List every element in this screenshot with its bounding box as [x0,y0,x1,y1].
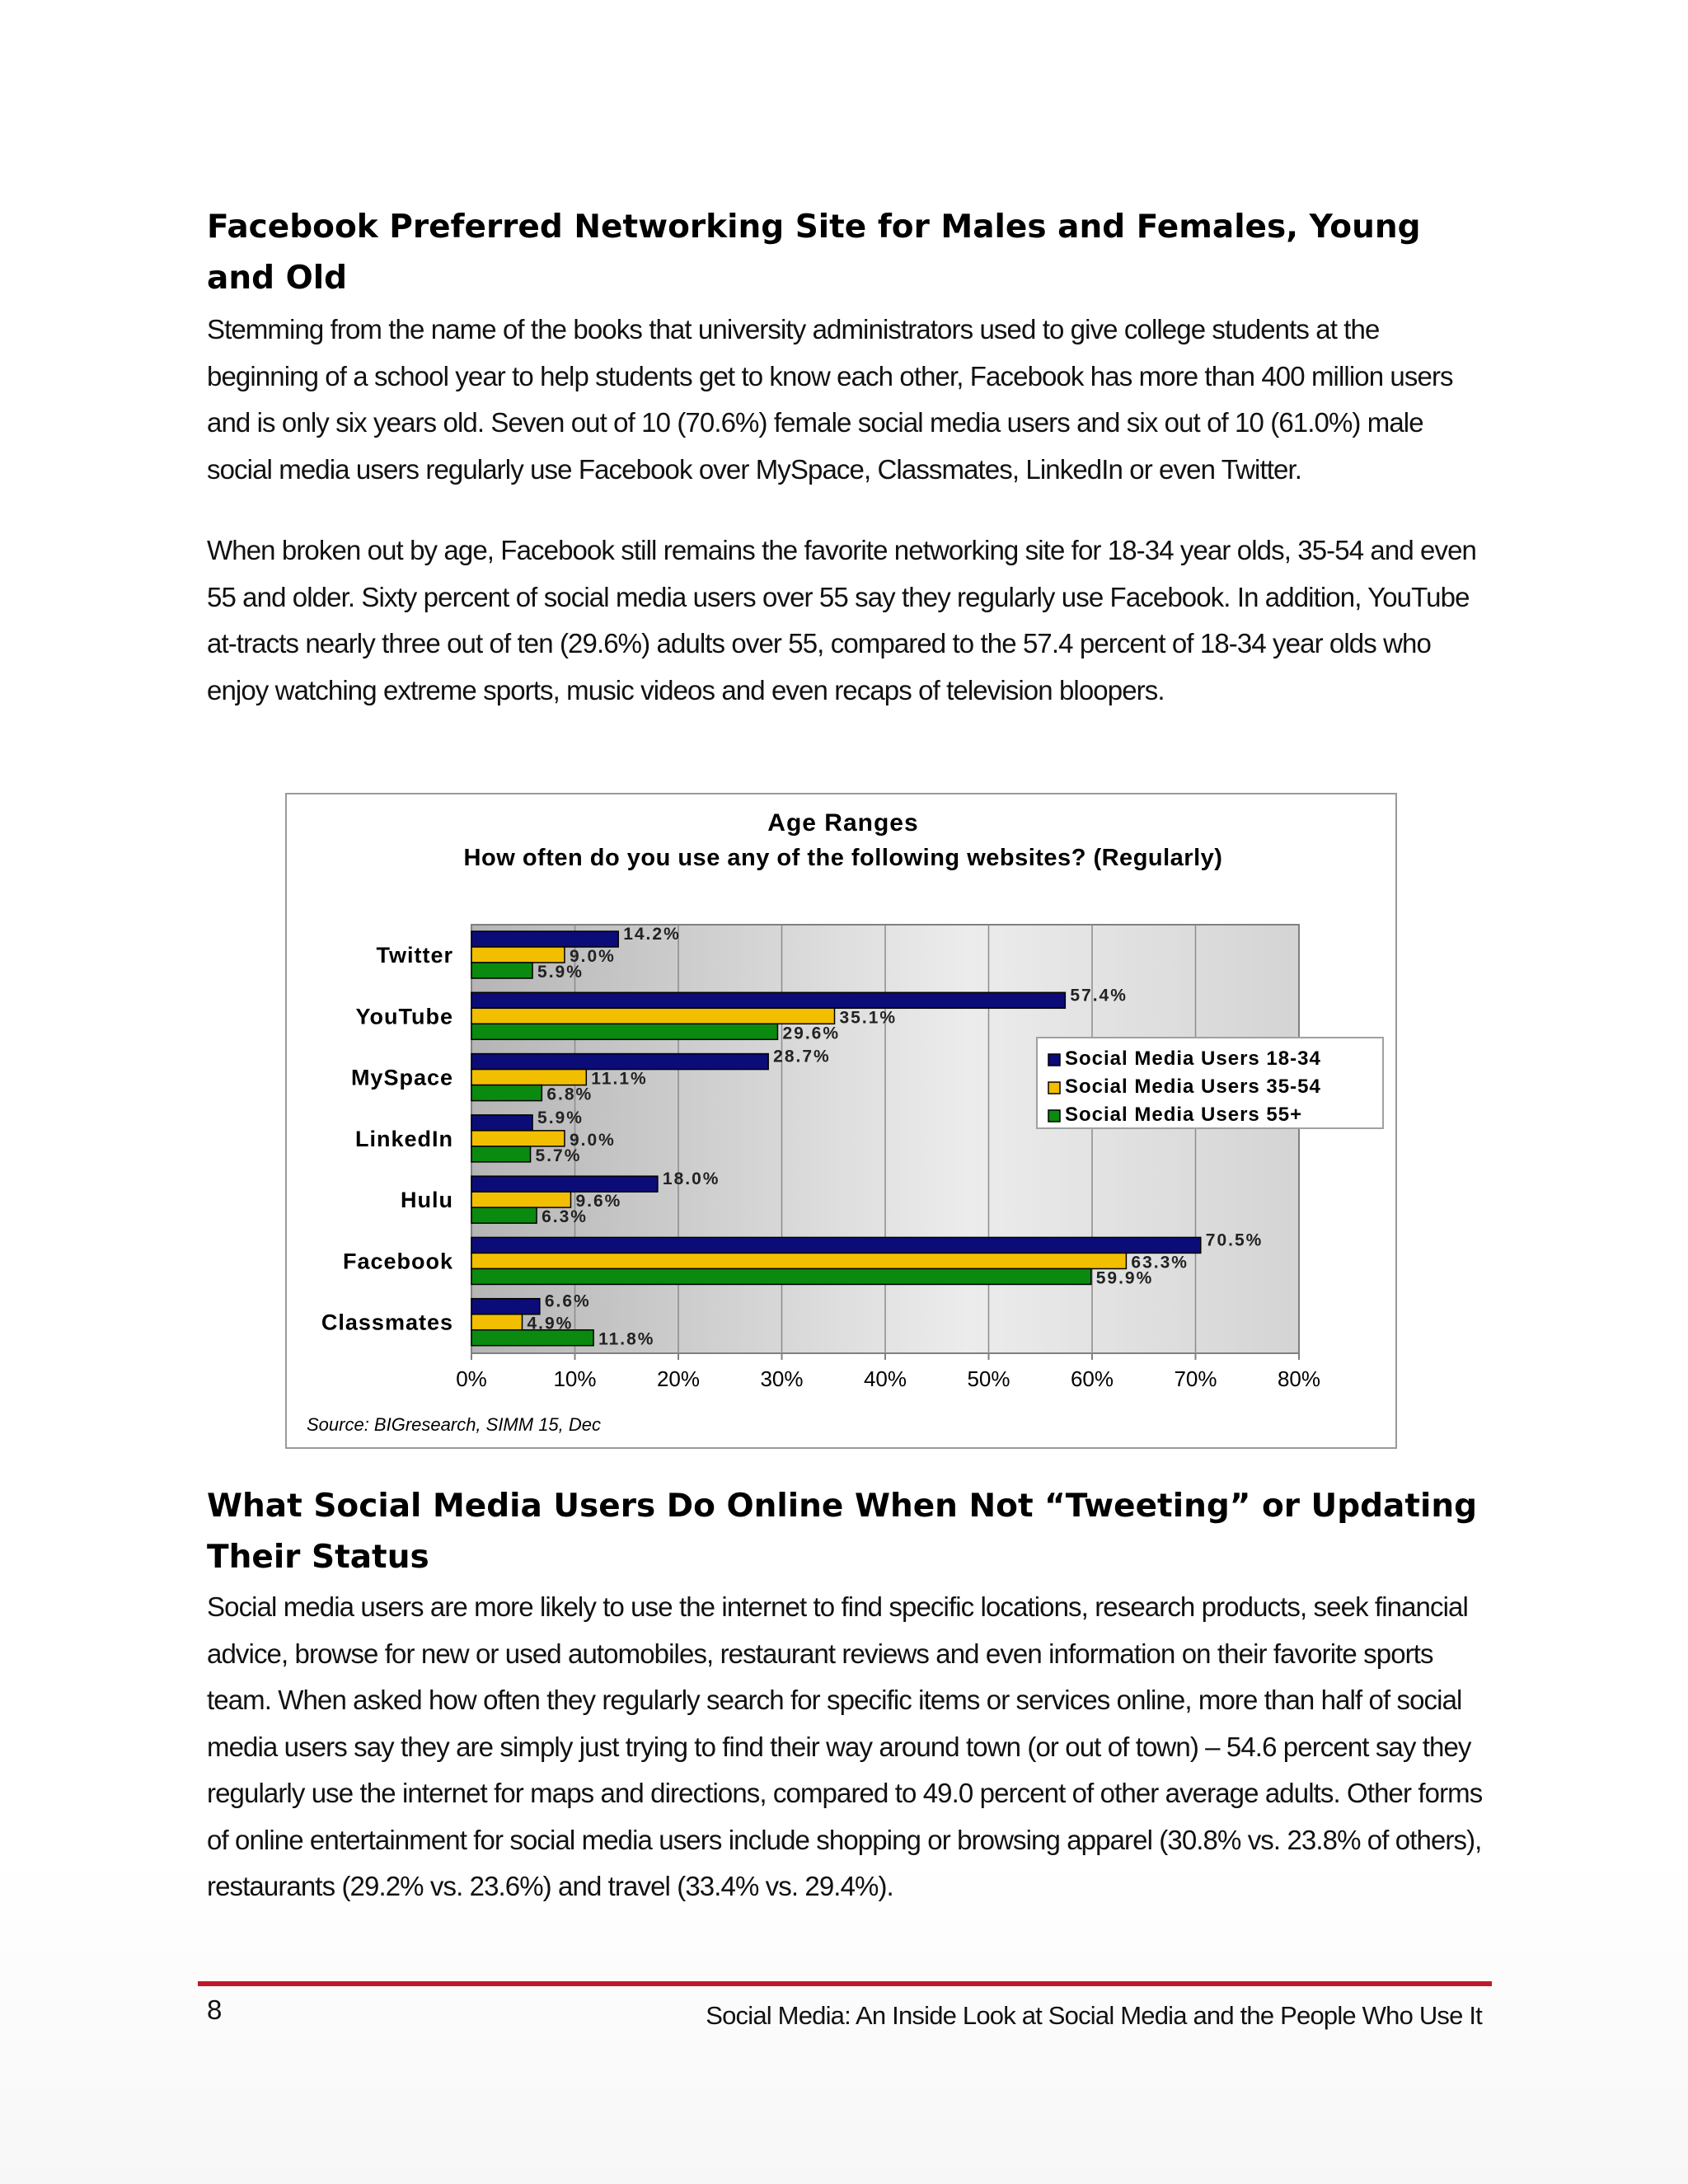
data-label: 6.6% [544,1291,591,1311]
bar [471,1008,835,1024]
x-tick-label: 50% [967,1366,1010,1391]
legend [1037,1038,1383,1128]
data-label: 63.3% [1131,1253,1189,1272]
legend-swatch [1048,1082,1060,1094]
x-tick-label: 20% [656,1366,701,1391]
section1-paragraph2: When broken out by age, Facebook still remains the favorite networking site for 18-34 year olds, 35-54 and even 55 and older. Sixty percent of social media users over 55 say they regularly use Facebook. In addition, YouTube at-tracts nearly three out of ten (29.6%) adults over 55, compared to the 57.4 percent of 18-34 year olds who enjoy watching extreme sports, music videos and even recaps of television bloopers. [207,535,1477,705]
x-axis-ticks [456,1353,1320,1391]
bar [471,992,1065,1008]
bar [471,1115,532,1131]
bar [471,1146,531,1162]
data-label: 14.2% [623,925,681,944]
age-ranges-chart [285,793,1397,1449]
bar [471,963,532,978]
page-number: 8 [207,1994,223,2025]
data-label: 9.6% [575,1192,622,1212]
x-tick-label: 60% [1070,1366,1114,1391]
x-tick-label: 10% [553,1366,597,1391]
bar [471,1085,542,1101]
category-label: LinkedIn [354,1126,453,1151]
category-labels [321,943,453,1335]
bar [471,1054,768,1070]
category-label: Twitter [376,943,453,968]
footer-title: Social Media: An Inside Look at Social Media and the People Who Use It [706,2001,1482,2030]
category-label: Hulu [401,1188,453,1213]
x-tick-label: 30% [760,1366,804,1391]
bar [471,1070,586,1085]
data-label: 11.1% [591,1069,648,1089]
bar [471,1299,540,1315]
data-label: 18.0% [662,1169,720,1189]
chart-subtitle: How often do you use any of the following websites? (Regularly) [463,845,1223,871]
data-label: 9.0% [569,1130,616,1150]
chart-title: Age Ranges [767,809,919,837]
bar [471,1268,1091,1284]
legend-label: Social Media Users 35-54 [1065,1076,1321,1098]
data-label: 70.5% [1205,1230,1264,1250]
data-label: 5.9% [537,963,584,982]
chart-source: Source: BIGresearch, SIMM 15, Dec [307,1414,602,1435]
legend-swatch [1048,1054,1060,1066]
category-label: MySpace [350,1065,453,1090]
bar [471,1253,1126,1268]
data-label: 11.8% [598,1329,655,1349]
x-tick-label: 70% [1174,1366,1217,1391]
bar [471,1315,522,1330]
legend-swatch [1048,1110,1060,1122]
category-label: Classmates [321,1310,453,1335]
bar [471,947,565,963]
data-label: 5.9% [537,1108,584,1127]
bar [471,1207,537,1223]
data-label: 59.9% [1095,1268,1154,1288]
bar [471,931,618,947]
category-label: YouTube [355,1004,453,1029]
data-label: 9.0% [569,947,616,966]
category-label: Facebook [342,1249,453,1274]
data-label: 6.8% [546,1085,593,1104]
legend-label: Social Media Users 18-34 [1065,1047,1321,1070]
x-tick-label: 0% [456,1366,487,1391]
bar [471,1131,565,1146]
data-label: 28.7% [773,1047,831,1066]
section1-heading: Facebook Preferred Networking Site for Males and Females, Young and Old [207,209,1421,297]
x-tick-label: 40% [863,1366,907,1391]
data-label: 6.3% [542,1207,588,1227]
bar [471,1237,1201,1253]
section2-heading: What Social Media Users Do Online When Not “Tweeting” or Updating Their Status [207,1488,1478,1576]
data-label: 4.9% [527,1314,574,1333]
footer-rule [198,1981,1492,1986]
data-label: 57.4% [1070,986,1128,1005]
data-label: 5.7% [535,1146,582,1165]
legend-label: Social Media Users 55+ [1065,1104,1303,1126]
section1-paragraph1: Stemming from the name of the books that university administrators used to give college students at the beginning of a school year to help students get to know each other, Facebook has more than 400 million users and is only six years old. Seven out of 10 (70.6%) female social media users and six out of 10 (61.0%) male social media users regularly use Facebook over MySpace, Classmates, LinkedIn or even Twitter. [207,314,1453,485]
bar [471,1024,777,1039]
data-label: 29.6% [782,1024,841,1043]
bar [471,1176,658,1192]
chart-svg [287,794,1399,1451]
bar [471,1192,570,1207]
section2-paragraph: Social media users are more likely to use the internet to find specific locations, research products, seek financial advice, browse for new or used automobiles, restaurant reviews and even information on their favorite sports team. When asked how often they regularly search for specific items or services online, more than half of social media users say they are simply just trying to find their way around town (or out of town) – 54.6 percent say they regularly use the internet for maps and directions, compared to 49.0 percent of other average adults. Other forms of online entertainment for social media users include shopping or browsing apparel (30.8% vs. 23.8% of others), restaurants (29.2% vs. 23.6%) and travel (33.4% vs. 29.4%). [207,1591,1483,1901]
data-label: 35.1% [839,1008,898,1028]
x-tick-label: 80% [1277,1366,1321,1391]
